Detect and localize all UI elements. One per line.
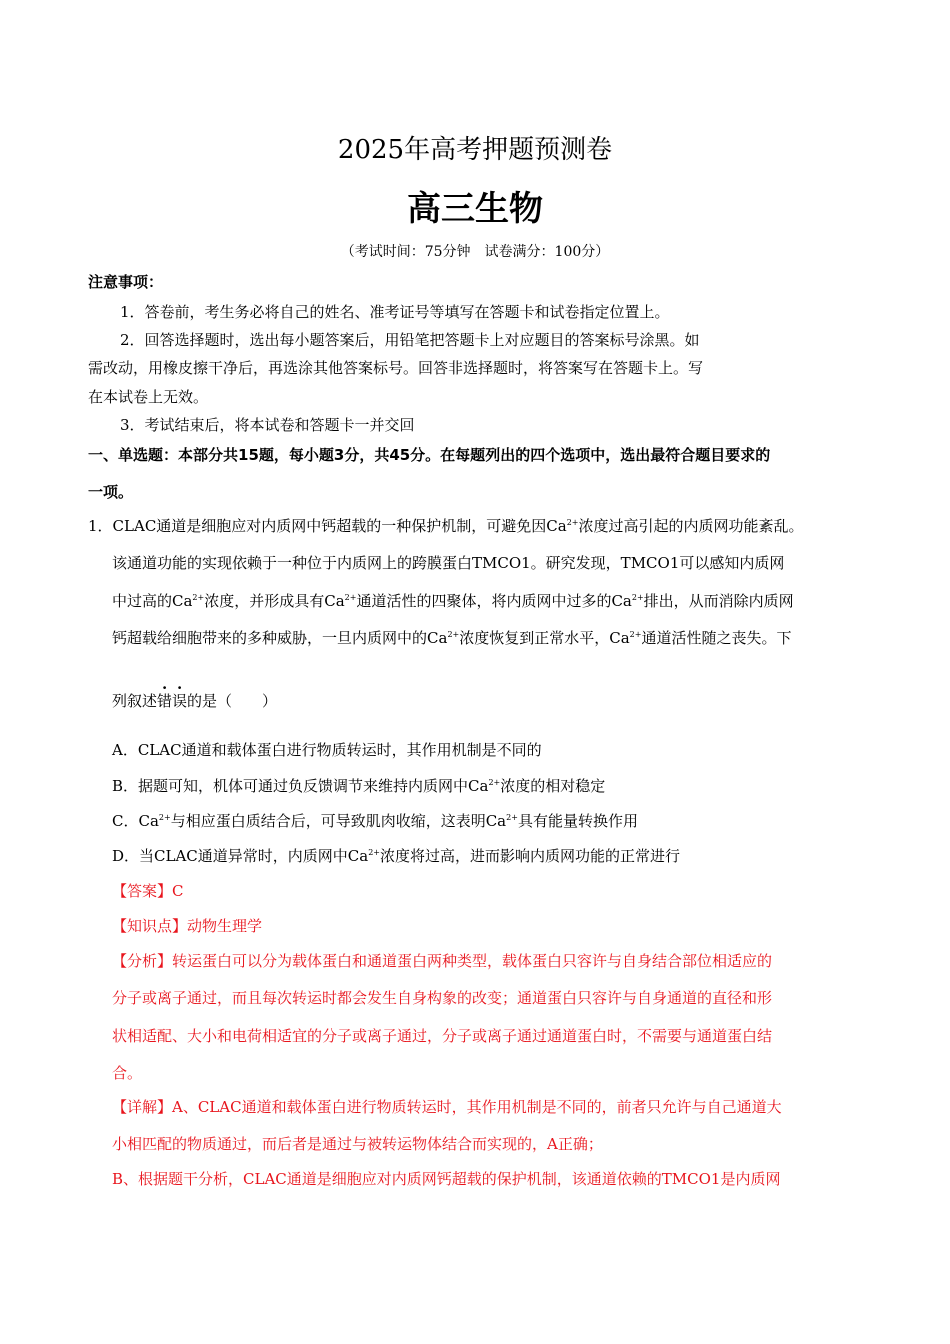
analysis-line-4: 合。 (112, 1064, 143, 1082)
exam-title: 2025年高考押题预测卷 (337, 135, 613, 165)
question-1-line-2: 该通道功能的实现依赖于一种位于内质网上的跨膜蛋白TMCO1。研究发现，TMCO1可以感知内质网 (112, 554, 785, 572)
question-1-line-3: 中过高的$Ca^{2+}$浓度，并形成具有$Ca^{2+}$通道活性的四聚体，将内质网中过多的$Ca^{2+}$排出，从而消除内质网 (112, 592, 794, 610)
emphasis-dot-2: 误 (172, 692, 188, 710)
notice-item-2-line-3: 在本试卷上无效。 (88, 388, 209, 406)
notice-item-2-line-2: 需改动，用橡皮擦干净后，再选涂其他答案标号。回答非选择题时，将答案写在答题卡上。写 (88, 359, 704, 377)
option-b: B．据题可知，机体可通过负反馈调节来维持内质网中$Ca^{2+}$浓度的相对稳定 (112, 777, 606, 795)
notice-item-3: 3．考试结束后，将本试卷和答题卡一并交回 (120, 416, 415, 434)
section-heading-line-2: 一项。 (88, 483, 134, 501)
option-c: C．$Ca^{2+}$与相应蛋白质结合后，可导致肌肉收缩，这表明$Ca^{2+}$具有能量转换作用 (112, 812, 638, 830)
emphasis-dot-1: 错 (157, 692, 173, 710)
question-1-line-5: 列叙述错误的是（ ） (112, 692, 278, 710)
subject-title: 高三生物 (407, 189, 543, 229)
question-1-line-4: 钙超载给细胞带来的多种威胁，一旦内质网中的$Ca^{2+}$浓度恢复到正常水平，$Ca^{2+}$通道活性随之丧失。下 (112, 629, 792, 647)
detail-line-2: 小相匹配的物质通过，而后者是通过与被转运物体结合而实现的，A正确； (112, 1135, 603, 1153)
detail-line-1: 【详解】A、CLAC通道和载体蛋白进行物质转运时，其作用机制是不同的，前者只允许与自己通道大 (112, 1098, 782, 1116)
answer-label: 【答案】C (112, 882, 184, 900)
notice-item-1: 1．答卷前，考生务必将自己的姓名、准考证号等填写在答题卡和试卷指定位置上。 (120, 303, 670, 321)
exam-info: （考试时间：75分钟 试卷满分：100分） (340, 244, 610, 260)
option-a: A．CLAC通道和载体蛋白进行物质转运时，其作用机制是不同的 (112, 741, 542, 759)
detail-line-3: B、根据题干分析，CLAC通道是细胞应对内质网钙超载的保护机制，该通道依赖的TMCO1是内质网 (112, 1170, 781, 1188)
analysis-line-2: 分子或离子通过，而且每次转运时都会发生自身构象的改变；通道蛋白只容许与自身通道的直径和形 (112, 989, 773, 1007)
option-d: D．当CLAC通道异常时，内质网中$Ca^{2+}$浓度将过高，进而影响内质网功能的正常进行 (112, 847, 681, 865)
analysis-line-1: 【分析】转运蛋白可以分为载体蛋白和通道蛋白两种类型，载体蛋白只容许与自身结合部位相适应的 (112, 952, 773, 970)
notice-heading: 注意事项： (88, 273, 164, 291)
notice-item-2-line-1: 2．回答选择题时，选出每小题答案后，用铅笔把答题卡上对应题目的答案标号涂黑。如 (120, 331, 700, 349)
section-heading-line-1: 一、单选题：本部分共15题，每小题3分，共45分。在每题列出的四个选项中，选出最符合题目要求的 (88, 446, 771, 464)
question-1-line-1: 1．CLAC通道是细胞应对内质网中钙超载的一种保护机制，可避免因$Ca^{2+}$浓度过高引起的内质网功能紊乱。 (88, 517, 804, 535)
analysis-line-3: 状相适配、大小和电荷相适宜的分子或离子通过，分子或离子通过通道蛋白时，不需要与通道蛋白结 (112, 1027, 773, 1045)
knowledge-point: 【知识点】动物生理学 (112, 917, 263, 935)
